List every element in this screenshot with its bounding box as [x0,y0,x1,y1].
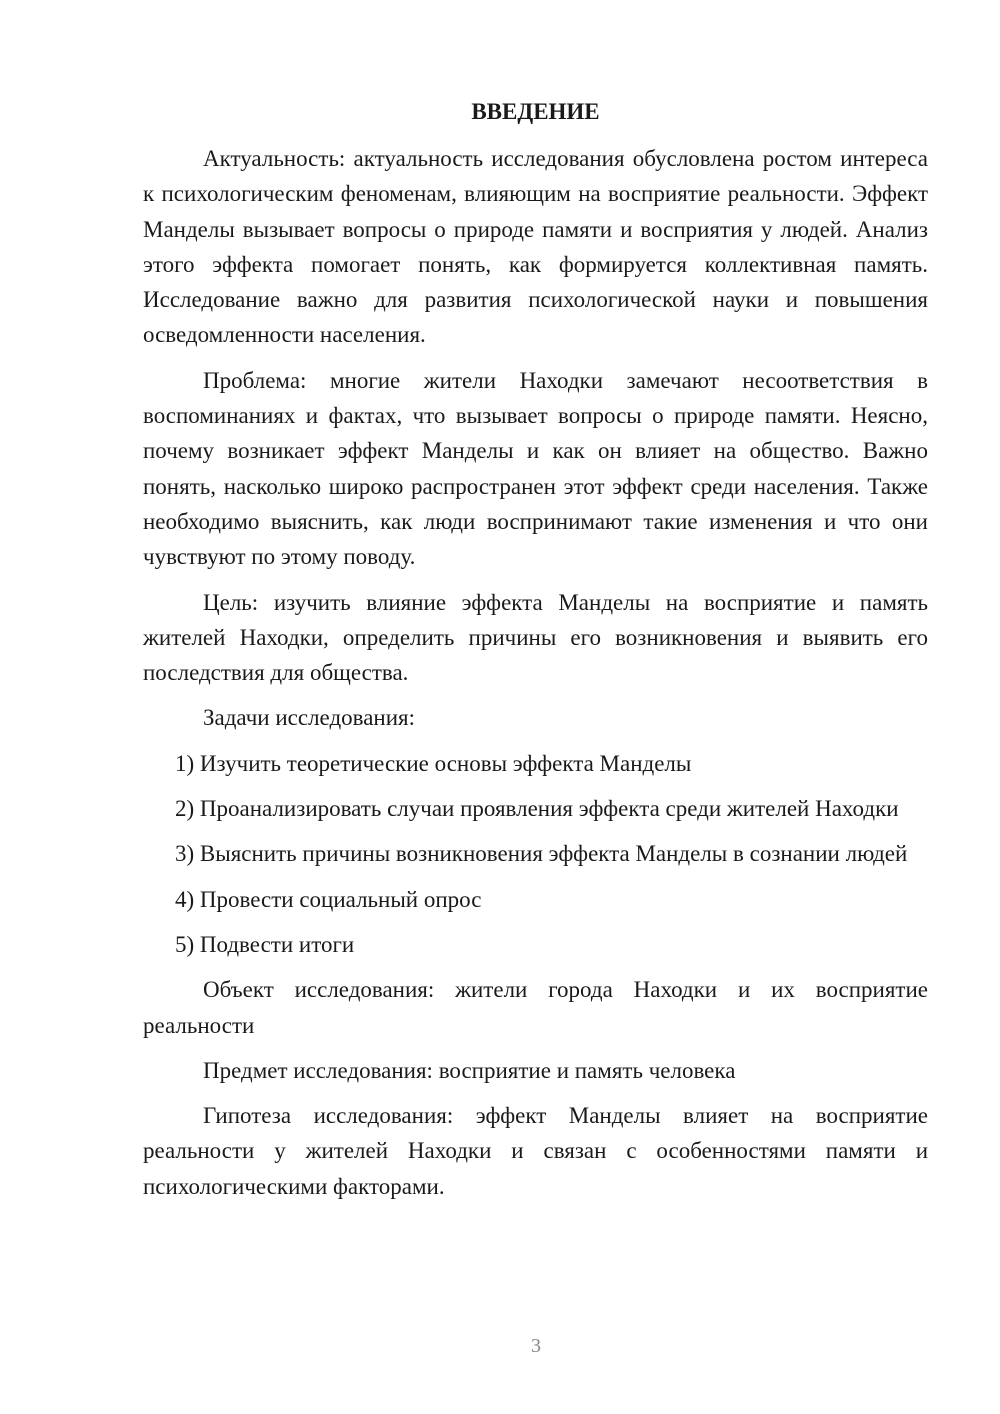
page-body [143,94,928,1214]
task-item-5: 5) Подвести итоги [175,931,355,957]
hypothesis-paragraph: Гипотеза исследования: эффект Манделы влияет на восприятие реальности у жителей Находки и связан с особенностями памяти и психологическими факторами. [143,1103,928,1199]
problem-paragraph: Проблема: многие жители Находки замечают несоответствия в воспоминаниях и фактах, что вызывает вопросы о природе памяти. Неясно, почему возникает эффект Манделы и как он влияет на общество. Важно понять, насколько широко распространен этот эффект среди населения. Также необходимо выяснить, как люди воспринимают такие изменения и что они чувствуют по этому поводу. [143,367,928,570]
object-paragraph: Объект исследования: жители города Находки и их восприятие реальности [143,977,928,1038]
subject-paragraph: Предмет исследования: восприятие и память человека [203,1057,736,1083]
task-item-1: 1) Изучить теоретические основы эффекта Манделы [175,750,692,776]
section-title: ВВЕДЕНИЕ [471,99,600,124]
tasks-heading: Задачи исследования: [203,705,416,731]
goal-paragraph: Цель: изучить влияние эффекта Манделы на восприятие и память жителей Находки, определить причины его возникновения и выявить его последствия для общества. [143,589,928,686]
task-item-3: 3) Выяснить причины возникновения эффекта Манделы в сознании людей [175,841,908,867]
relevance-paragraph: Актуальность: актуальность исследования обусловлена ростом интереса к психологическим феноменам, влияющим на восприятие реальности. Эффект Манделы вызывает вопросы о природе памяти и восприятия у людей. Анализ этого эффекта помогает понять, как формируется коллективная память. Исследование важно для развития психологической науки и повышения осведомленности населения. [143,146,928,348]
task-item-4: 4) Провести социальный опрос [175,886,482,912]
page-number: 3 [531,1335,541,1357]
task-item-2: 2) Проанализировать случаи проявления эффекта среди жителей Находки [175,796,899,822]
